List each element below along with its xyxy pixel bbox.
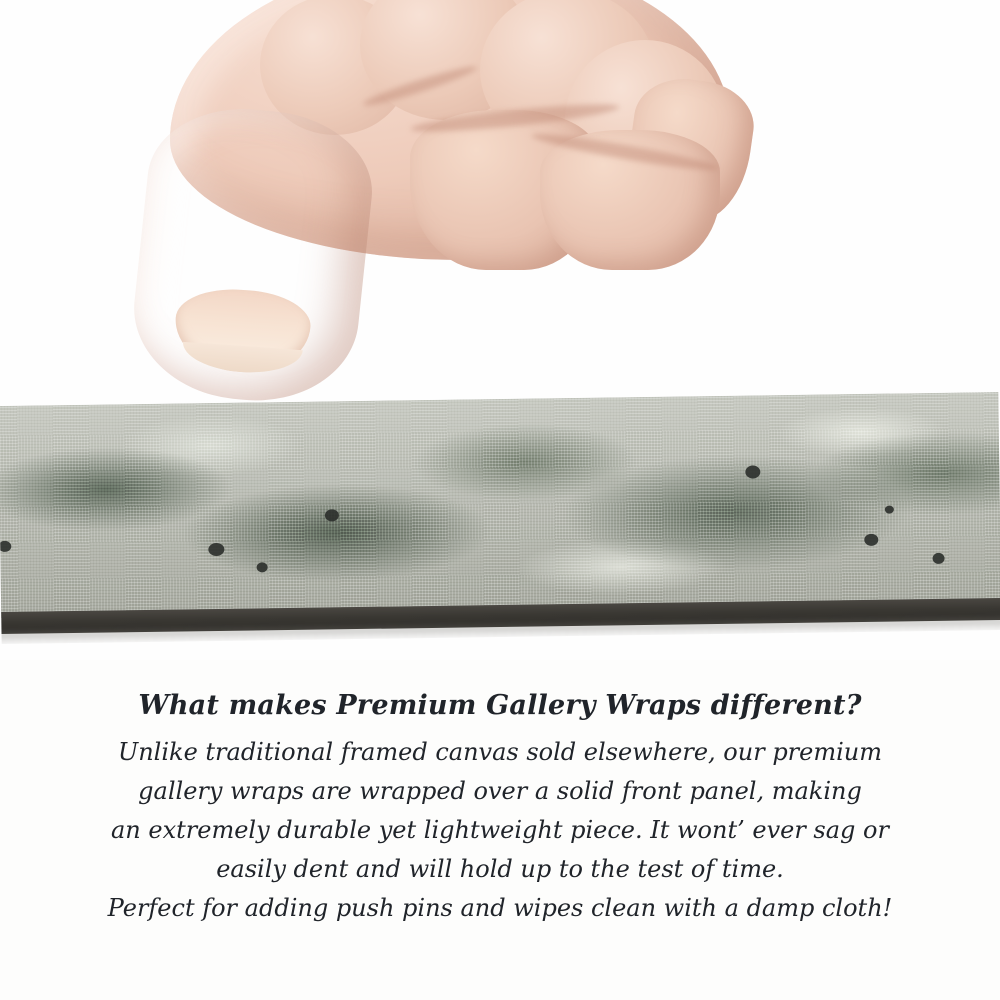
canvas-speck — [257, 562, 268, 572]
canvas-weave-texture — [0, 392, 1000, 618]
caption-line-4: easily dent and will hold up to the test of time. — [216, 855, 784, 883]
caption-line-3: an extremely durable yet lightweight piece. It wont’ ever sag or — [111, 816, 889, 844]
caption-line-1: Unlike traditional framed canvas sold elsewhere, our premium — [117, 738, 882, 766]
hand-illustration — [110, 0, 730, 430]
caption-title: What makes Premium Gallery Wraps different? — [138, 690, 862, 721]
caption-block — [0, 690, 1000, 928]
canvas-speck — [885, 506, 894, 514]
caption-line-5: Perfect for adding push pins and wipes clean with a damp cloth! — [107, 894, 893, 922]
canvas-speck — [932, 553, 944, 564]
canvas-printed-face — [0, 392, 1000, 618]
caption-line-2: gallery wraps are wrapped over a solid front panel, making — [138, 777, 862, 805]
canvas-wrap-edge — [0, 392, 1000, 644]
